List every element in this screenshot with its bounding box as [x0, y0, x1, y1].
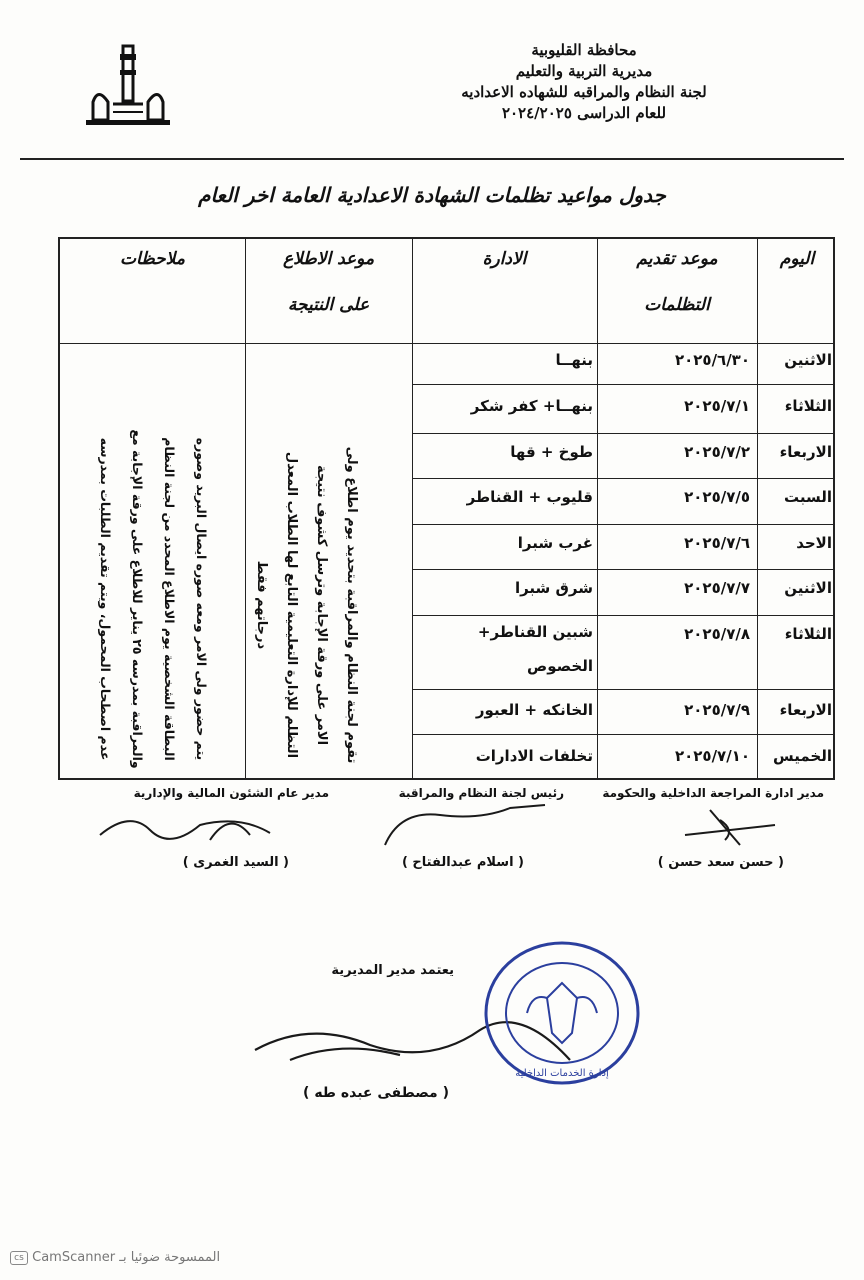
row-date: ٢٠٢٥/٧/١٠	[674, 747, 750, 765]
notes-line: يتم حضور ولى الامر ومعه صوره ايصال البريد وصوره	[194, 437, 209, 761]
notes-line: البطاقة الشخصية يوم الاطلاع المحدد من لجنة النظام	[162, 437, 177, 761]
row-divider	[412, 734, 833, 735]
notes-line: عدم اصطحاب المحمول، ويتم تقديم الطلبات بمدرسه	[98, 437, 113, 761]
official-seal-icon	[482, 938, 642, 1088]
signatory-title-audit: مدير ادارة المراجعة الداخلية والحكومة	[602, 786, 824, 800]
watermark-arabic: الممسوحة ضوئيا بـ	[119, 1250, 221, 1265]
row-date: ٢٠٢٥/٧/٦	[684, 534, 750, 552]
document-title: جدول مواعيد تظلمات الشهادة الاعدادية العامة اخر العام	[198, 183, 666, 207]
row-divider	[412, 569, 833, 570]
header-admin: الادارة	[482, 249, 527, 269]
row-admin: شرق شبرا	[514, 579, 593, 597]
signatory-title-finance: مدير عام الشئون المالية والإدارية	[133, 786, 329, 800]
notes-block	[61, 345, 244, 780]
view-note-line: التظلم للإدارة التعليمية التابع لها الطلاب المعدل	[284, 451, 299, 759]
row-date: ٢٠٢٥/٧/١	[684, 397, 750, 415]
signature-finance-icon	[90, 805, 290, 855]
signatory-names	[50, 855, 824, 879]
academic-year-line: للعام الدراسى ٢٠٢٤/٢٠٢٥	[501, 104, 667, 122]
signatory-title-committee: رئيس لجنة النظام والمراقبة	[398, 786, 564, 800]
row-divider	[412, 524, 833, 525]
approval-label: يعتمد مدير المديرية	[331, 963, 454, 978]
col-divider	[597, 239, 598, 778]
header-view-2: على النتيجة	[287, 295, 370, 315]
row-day: الاثنين	[784, 351, 832, 369]
view-note-line: تقوم لجنة النظام والمراقبة بتحديد يوم اطلاع ولى	[344, 446, 359, 764]
col-divider	[757, 239, 758, 778]
header-block	[414, 40, 754, 124]
row-date: ٢٠٢٥/٧/٩	[684, 701, 750, 719]
row-divider	[412, 478, 833, 479]
row-admin: قليوب + القناطر	[466, 488, 593, 506]
row-admin: شبين القناطر+	[477, 623, 593, 641]
row-day: الاربعاء	[779, 443, 832, 461]
notes-line: والمراقبة بمدرسه ٢٥ يناير للاطلاع على ورقة الإجابة مع	[130, 429, 145, 769]
row-admin-line2: الخصوص	[527, 657, 593, 675]
header-divider	[20, 158, 844, 160]
header-view-1: موعد الاطلاع	[282, 249, 375, 269]
signature-audit-icon	[680, 800, 780, 850]
signature-committee-icon	[380, 800, 550, 855]
row-date: ٢٠٢٥/٧/٧	[684, 579, 750, 597]
director-name: ( مصطفى عبده طه )	[303, 1085, 449, 1101]
row-day: الثلاثاء	[784, 397, 832, 415]
row-admin: بنهــا+ كفر شكر	[470, 397, 593, 415]
row-day: السبت	[783, 488, 832, 506]
view-note-line: الامر على ورقة الإجابة وترسل كشوف نتيجة	[314, 464, 329, 746]
view-note-line: درجاتهم فقط	[254, 560, 269, 650]
row-day: الخميس	[773, 747, 832, 765]
row-day: الاحد	[796, 534, 832, 552]
row-admin: تخلفات الادارات	[475, 747, 593, 765]
row-day: الاثنين	[784, 579, 832, 597]
row-day: الثلاثاء	[784, 625, 832, 643]
signatory-name-committee: ( اسلام عبدالفتاح )	[401, 855, 524, 870]
row-admin: الخانكه + العبور	[475, 701, 593, 719]
row-admin: بنهــا	[555, 351, 593, 369]
signatory-name-audit: ( حسن سعد حسن )	[657, 855, 784, 870]
row-date: ٢٠٢٥/٧/٨	[684, 625, 750, 643]
row-date: ٢٠٢٥/٧/٥	[684, 488, 750, 506]
row-divider	[412, 384, 833, 385]
committee-line: لجنة النظام والمراقبه للشهاده الاعداديه	[461, 83, 707, 101]
row-date: ٢٠٢٥/٧/٢	[684, 443, 750, 461]
row-admin: طوخ + قها	[510, 443, 593, 461]
scanner-watermark	[10, 1250, 220, 1265]
cs-logo-icon: cs	[10, 1251, 28, 1265]
view-note-block	[246, 345, 411, 780]
row-admin: غرب شبرا	[517, 534, 593, 552]
signatory-name-finance: ( السيد الغمرى )	[182, 855, 289, 870]
header-day: اليوم	[779, 249, 815, 269]
ministry-logo-icon	[78, 42, 178, 132]
header-date-1: موعد تقديم	[636, 249, 718, 269]
schedule-table	[58, 237, 835, 780]
row-divider	[412, 689, 833, 690]
governorate-line: محافظة القليوبية	[531, 41, 637, 59]
header-date-2: التظلمات	[644, 295, 710, 315]
watermark-brand: CamScanner	[32, 1250, 116, 1265]
directorate-line: مديرية التربية والتعليم	[515, 62, 653, 80]
row-day: الاربعاء	[779, 701, 832, 719]
header-notes: ملاحظات	[120, 249, 185, 269]
col-divider	[412, 239, 413, 778]
header-divider-line	[60, 343, 833, 344]
seal-text: إدارة الخدمات الداخلية	[515, 1068, 609, 1079]
row-divider	[412, 433, 833, 434]
row-divider	[412, 615, 833, 616]
row-date: ٢٠٢٥/٦/٣٠	[674, 351, 750, 369]
